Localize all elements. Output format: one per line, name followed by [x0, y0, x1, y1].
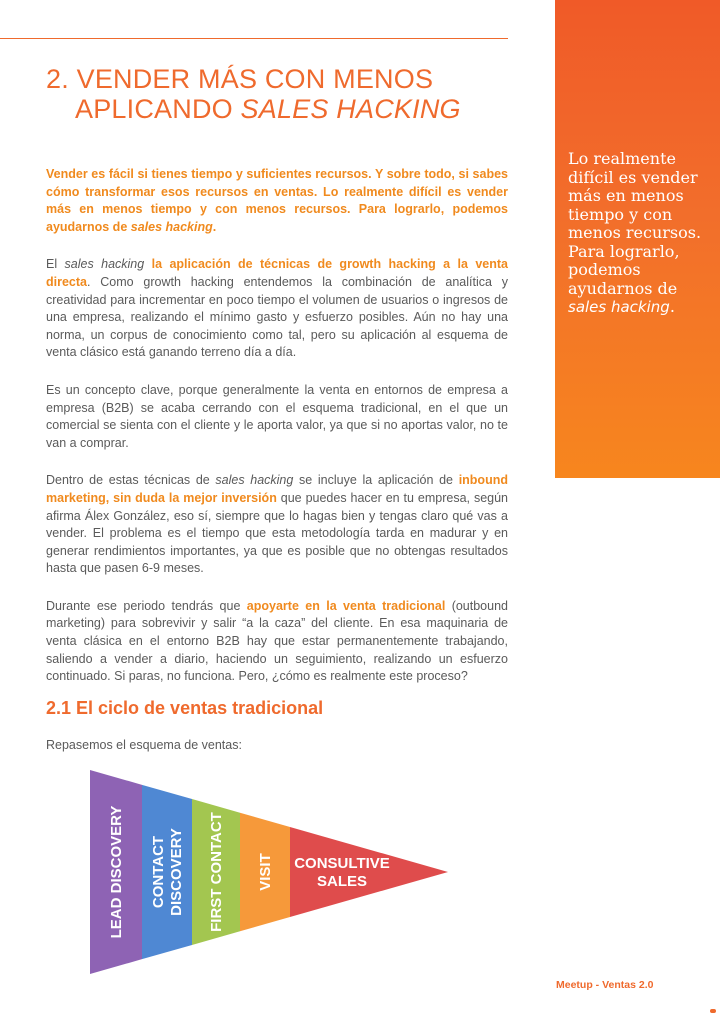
p5-highlight: apoyarte en la venta tradicional	[246, 598, 446, 613]
lead-text: Vender es fácil si tienes tiempo y suficientes recursos. Y sobre todo, si sabes cómo transformar esos recursos en ventas. Lo realmente difícil es vender más en menos tiempo y con menos recursos. Para lograrlo, podemos ayudarnos de	[46, 167, 508, 234]
lead-paragraph	[46, 166, 508, 236]
p2-highlight: la aplicación de técnicas de growth hacking a la venta directa	[46, 257, 508, 289]
p2-rest: . Como growth hacking entendemos la combinación de analítica y creatividad para incrementar en poco tiempo el volumen de usuarios o ingresos de una empresa, realizando el mínimo gasto y esfuerzo posibles. Aún no hay una norma, un corpus de conocimiento como tal, pero su aplicación al esquema de venta clásico está ganando terreno día a día.	[46, 274, 508, 360]
page-title	[46, 64, 526, 124]
pull-quote	[568, 150, 718, 317]
p4-italic: sales hacking	[215, 473, 294, 488]
paragraph-5	[46, 598, 508, 686]
paragraph-3: Es un concepto clave, porque generalmente la venta en entornos de empresa a empresa (B2B) se acaba cerrando con el esquema tradicional, en el que un comercial se sienta con el cliente y le aporta valor, ya que si no aportas valor, no te van a comprar.	[46, 382, 508, 450]
lead-italic: sales hacking	[130, 219, 213, 234]
pull-quote-text: Lo realmente difícil es vender más en menos tiempo y con menos recursos. Para lograrlo, podemos ayudarnos de	[568, 149, 702, 298]
sidebar-panel	[555, 0, 720, 478]
funnel-stage-label-2: CONTACTDISCOVERY	[150, 828, 185, 916]
p2-italic: sales hacking	[64, 257, 145, 272]
p4-start: Dentro de estas técnicas de	[46, 473, 216, 488]
section-intro: Repasemos el esquema de ventas:	[46, 738, 242, 752]
funnel-stage-label-4: VISIT	[257, 853, 274, 891]
lead-end: .	[212, 219, 217, 234]
funnel-stage-5	[290, 827, 448, 917]
p4-rest: que puedes hacer en tu empresa, según afirma Álex González, eso sí, siempre que lo hagas bien y tengas claro qué vas a vender. El problema es el tiempo que esta metodología tarda en madurar y en generar rendimientos importantes, ya que es posible que no obtengas resultados hasta que pasen 6-9 meses.	[46, 490, 508, 576]
p4-mid: se incluye la aplicación de	[293, 473, 459, 488]
title-line-2-italic: SALES HACKING	[240, 94, 461, 124]
funnel-stage-label-3: FIRST CONTACT	[208, 812, 225, 932]
footer-label: Meetup - Ventas 2.0	[556, 979, 654, 991]
body-column	[46, 166, 508, 706]
p4-highlight: inbound marketing, sin duda la mejor inversión	[46, 473, 508, 505]
paragraph-4	[46, 472, 508, 578]
p5-start: Durante ese periodo tendrás que	[46, 598, 247, 613]
pull-quote-italic: sales hacking	[568, 298, 670, 316]
funnel-stage-label-5: CONSULTIVE SALES	[294, 855, 390, 890]
section-heading: 2.1 El ciclo de ventas tradicional	[46, 698, 324, 718]
p2-start: El	[46, 257, 65, 272]
title-line-2-prefix: APLICANDO	[75, 94, 241, 124]
paragraph-2	[46, 256, 508, 362]
p5-rest: (outbound marketing) para sobrevivir y salir “a la caza” del cliente. En esa maquinaria de venta clásica en el entorno B2B hay que estar permanentemente trabajando, saliendo a vender a diario, haciendo un seguimiento, realizando un esfuerzo continuado. Si paras, no funciona. Pero, ¿cómo es realmente este proceso?	[46, 598, 508, 684]
pull-quote-end: .	[669, 297, 675, 316]
title-line-2	[46, 94, 526, 124]
top-rule	[0, 38, 508, 39]
funnel-stage-label-1: LEAD DISCOVERY	[108, 805, 125, 939]
sales-funnel-diagram	[90, 770, 452, 976]
title-line-1: 2. VENDER MÁS CON MENOS	[46, 64, 434, 94]
footer-marker	[710, 1009, 716, 1013]
